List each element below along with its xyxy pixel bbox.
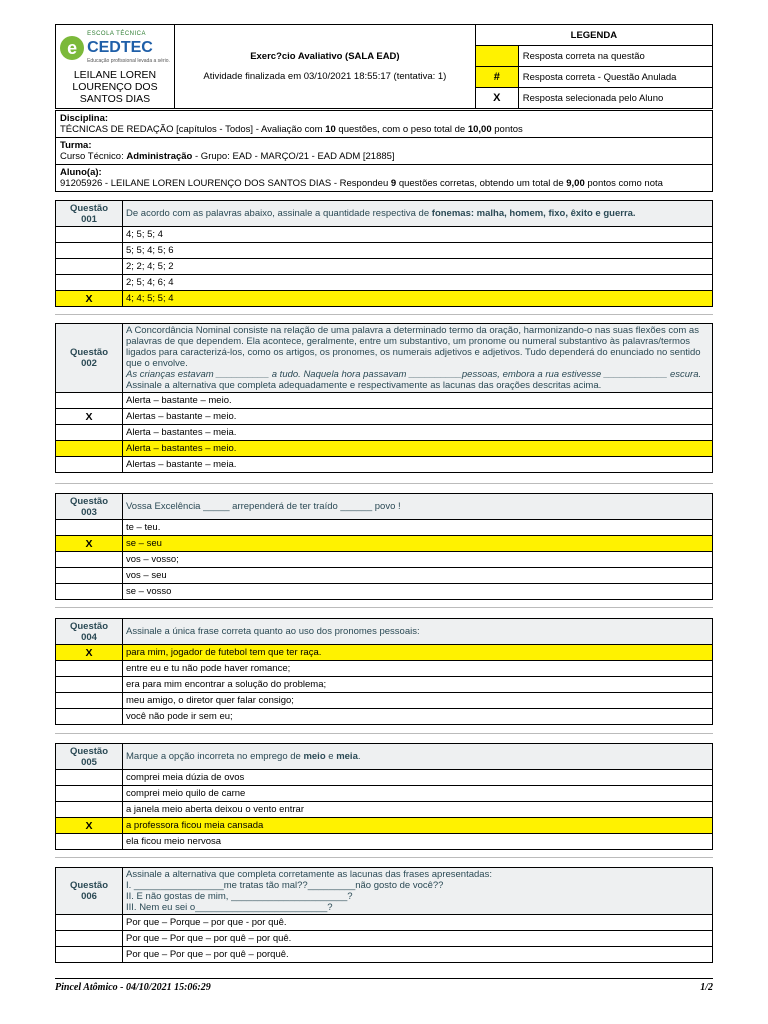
- question-001: [55, 200, 713, 307]
- page-number: 1/2: [700, 982, 713, 993]
- correct-option-text: Alerta – bastantes – meio.: [123, 441, 713, 457]
- correct-option-text: 4; 4; 5; 5; 4: [123, 291, 713, 307]
- disciplina-row: [56, 111, 713, 138]
- aluno-mid: questões corretas, obtendo um total de: [396, 178, 567, 189]
- option-text: Alertas – bastante – meio.: [123, 409, 713, 425]
- legend-correct-swatch: [475, 46, 518, 67]
- exercise-info-cell: [175, 25, 476, 109]
- correct-option-text: para mim, jogador de futebol tem que ter raça.: [123, 645, 713, 661]
- option-mark: [56, 709, 123, 725]
- option-text: comprei meia dúzia de ovos: [123, 770, 713, 786]
- total-weight: 10,00: [467, 124, 492, 135]
- num-questions: 10: [325, 124, 336, 135]
- correct-count: 9: [390, 178, 397, 189]
- option-text: ela ficou meio nervosa: [123, 834, 713, 850]
- option-mark: [56, 457, 123, 473]
- selected-mark: X: [56, 291, 123, 307]
- aluno-prefix: 91205926 - LEILANE LOREN LOURENÇO DOS SANTOS DIAS - Respondeu: [60, 178, 391, 189]
- question-text: Vossa Excelência _____ arrependerá de ter traído ______ povo !: [123, 494, 713, 520]
- option-text: meu amigo, o diretor quer falar consigo;: [123, 693, 713, 709]
- question-002: [55, 323, 713, 473]
- footer: [55, 978, 713, 993]
- option-text: entre eu e tu não pode haver romance;: [123, 661, 713, 677]
- finished-at: Atividade finalizada em 03/10/2021 18:55:17 (tentativa: 1): [203, 70, 447, 82]
- aluno-label: Aluno(a):: [60, 167, 102, 178]
- option-mark: [56, 552, 123, 568]
- option-text: Por que – Por que – por quê – por quê.: [123, 931, 713, 947]
- question-005: [55, 743, 713, 850]
- score: 9,00: [566, 178, 585, 189]
- option-text: vos – seu: [123, 568, 713, 584]
- disciplina-text: TÉCNICAS DE REDAÇÃO [capítulos - Todos] - Avaliação com: [60, 124, 326, 135]
- student-name: LEILANE LOREN LOURENÇO DOS SANTOS DIAS: [72, 69, 158, 105]
- option-text: a janela meio aberta deixou o vento entrar: [123, 802, 713, 818]
- turma-label: Turma:: [60, 140, 92, 151]
- option-mark: [56, 275, 123, 291]
- correct-option-text: a professora ficou meia cansada: [123, 818, 713, 834]
- logo-sub-text: Educação profissional levada a sério.: [87, 58, 170, 64]
- legend-correct-text: Resposta correta na questão: [518, 46, 712, 67]
- question-006: [55, 867, 713, 963]
- question-number: Questão 002: [56, 324, 123, 393]
- turma-rest: - Grupo: EAD - MARÇO/21 - EAD ADM [21885]: [192, 151, 395, 162]
- option-mark: [56, 661, 123, 677]
- aluno-row: [56, 165, 713, 192]
- question-text: Marque a opção incorreta no emprego de meio e meia.: [123, 744, 713, 770]
- option-mark: [56, 259, 123, 275]
- turma-prefix: Curso Técnico:: [60, 151, 127, 162]
- header-block: [55, 24, 713, 109]
- question-text: De acordo com as palavras abaixo, assinale a quantidade respectiva de fonemas: malha, homem, fixo, êxito e guerra.: [123, 201, 713, 227]
- option-text: Alerta – bastante – meio.: [123, 393, 713, 409]
- option-text: 2; 2; 4; 5; 2: [123, 259, 713, 275]
- correct-option-text: se – seu: [123, 536, 713, 552]
- cedtec-logo-icon: e: [60, 36, 84, 60]
- option-mark: [56, 786, 123, 802]
- option-mark: [56, 393, 123, 409]
- disciplina-label: Disciplina:: [60, 113, 109, 124]
- disciplina-end: pontos: [491, 124, 523, 135]
- option-mark: [56, 425, 123, 441]
- legend-title: LEGENDA: [475, 25, 712, 46]
- question-number: Questão 001: [56, 201, 123, 227]
- option-text: Por que – Por que – por quê – porquê.: [123, 947, 713, 963]
- aluno-end: pontos como nota: [584, 178, 663, 189]
- option-mark: [56, 243, 123, 259]
- turma-course: Administração: [126, 151, 193, 162]
- option-text: vos – vosso;: [123, 552, 713, 568]
- legend-selected-text: Resposta selecionada pelo Aluno: [518, 88, 712, 109]
- question-003: [55, 493, 713, 600]
- option-text: se – vosso: [123, 584, 713, 600]
- option-text: 4; 5; 5; 4: [123, 227, 713, 243]
- question-number: Questão 004: [56, 619, 123, 645]
- option-mark: [56, 770, 123, 786]
- option-mark: [56, 441, 123, 457]
- option-mark: [56, 584, 123, 600]
- legend-annulled-text: Resposta correta - Questão Anulada: [518, 67, 712, 88]
- option-text: 2; 5; 4; 6; 4: [123, 275, 713, 291]
- footer-timestamp: Pincel Atômico - 04/10/2021 15:06:29: [55, 982, 211, 993]
- disciplina-mid: questões, com o peso total de: [335, 124, 468, 135]
- option-text: te – teu.: [123, 520, 713, 536]
- option-mark: [56, 677, 123, 693]
- question-number: Questão 006: [56, 868, 123, 915]
- selected-mark: X: [56, 536, 123, 552]
- option-mark: [56, 931, 123, 947]
- option-mark: [56, 802, 123, 818]
- info-block: [55, 110, 713, 192]
- question-text: Assinale a única frase correta quanto ao uso dos pronomes pessoais:: [123, 619, 713, 645]
- option-text: você não pode ir sem eu;: [123, 709, 713, 725]
- turma-row: [56, 138, 713, 165]
- logo-main-text: CEDTEC: [87, 39, 153, 56]
- option-text: Por que – Porque – por que - por quê.: [123, 915, 713, 931]
- option-mark: [56, 834, 123, 850]
- option-mark: [56, 520, 123, 536]
- question-004: [55, 618, 713, 725]
- question-text: A Concordância Nominal consiste na relação de uma palavra a determinado termo da oração, harmonizando-o nas suas flexões com as palavras de que dependem. Ela acontece, geralmente, entre um substantivo, um pronome ou numeral substantivo às palavras/termos ligados para caracterizá-los, como os artigos, os pronomes, os numerais adjetivos e adjetivos. Tudo dependerá do enunciado no sentido que o envolve. As crianças estavam __________ a tudo. Naquela hora passavam __________pessoas, embora a rua estivesse ____________ escura. Assinale a alternativa que completa adequadamente e respectivamente as lacunas das orações descritas acima.: [123, 324, 713, 393]
- question-number: Questão 005: [56, 744, 123, 770]
- option-mark: [56, 227, 123, 243]
- legend-annulled-symbol: #: [475, 67, 518, 88]
- selected-mark: X: [56, 645, 123, 661]
- option-mark: [56, 693, 123, 709]
- question-number: Questão 003: [56, 494, 123, 520]
- option-mark: [56, 568, 123, 584]
- option-text: Alertas – bastante – meia.: [123, 457, 713, 473]
- option-text: era para mim encontrar a solução do problema;: [123, 677, 713, 693]
- exercise-title: Exerc?cio Avaliativo (SALA EAD): [250, 50, 400, 62]
- option-text: Alerta – bastantes – meia.: [123, 425, 713, 441]
- logo-top-text: ESCOLA TÉCNICA: [87, 31, 146, 37]
- selected-mark: X: [56, 409, 123, 425]
- legend-selected-symbol: X: [475, 88, 518, 109]
- question-text: Assinale a alternativa que completa corretamente as lacunas das frases apresentadas: I. _________________me tratas tão mal??_________não gosto de você?? II. E não gostas de mim, ______________________? III. Nem eu sei o_________________________?: [123, 868, 713, 915]
- option-mark: [56, 915, 123, 931]
- option-text: comprei meio quilo de carne: [123, 786, 713, 802]
- selected-mark: X: [56, 818, 123, 834]
- option-text: 5; 5; 4; 5; 6: [123, 243, 713, 259]
- option-mark: [56, 947, 123, 963]
- logo-cell: [56, 25, 175, 109]
- cedtec-logo: [60, 28, 170, 67]
